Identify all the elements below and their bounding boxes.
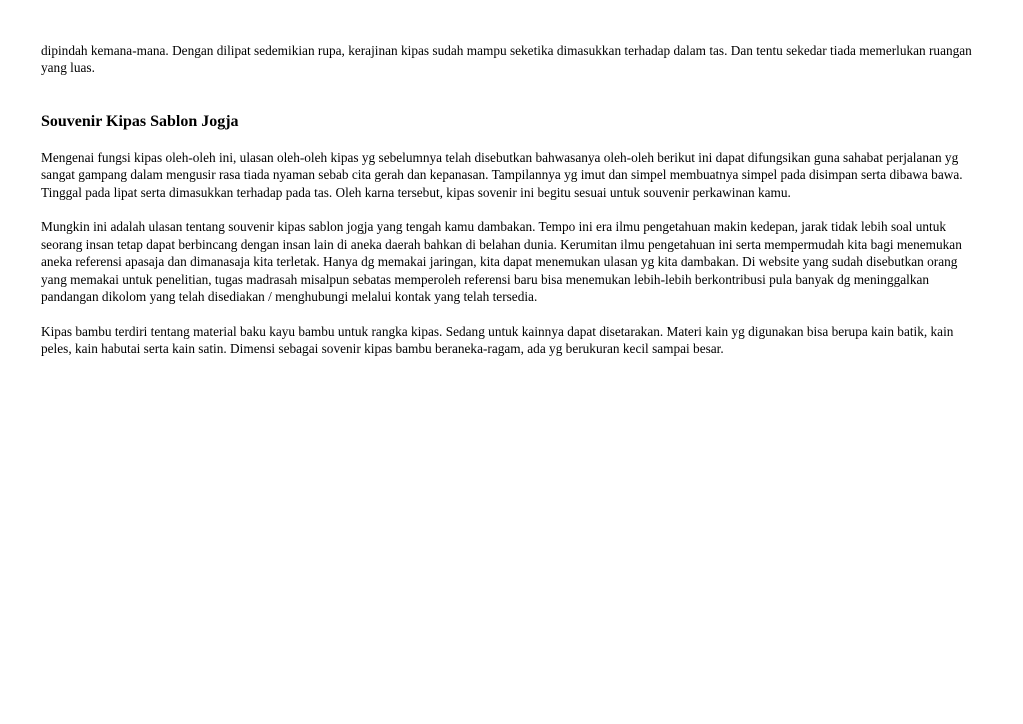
document-page	[41, 42, 985, 358]
paragraph-ulasan-souvenir: Mungkin ini adalah ulasan tentang souvenir kipas sablon jogja yang tengah kamu dambakan. Tempo ini era ilmu pengetahuan makin kedepan, jarak tidak lebih soal untuk seorang insan tetap dapat berbincang dengan insan lain di aneka daerah bahkan di belahan dunia. Kerumitan ilmu pengetahuan ini serta mempermudah kita bagi menemukan aneka referensi apasaja dan dimanasaja kita terletak. Hanya dg memakai jaringan, kita dapat menemukan ulasan yg kita dambakan. Di website yang sudah disebutkan orang yang memakai untuk penelitian, tugas madrasah misalpun sebatas memperoleh referensi baru bisa menemukan lebih-lebih berkontribusi pula banyak dg meninggalkan pandangan dikolom yang telah disediakan / menghubungi melalui kontak yang telah tersedia.	[41, 219, 962, 305]
paragraph-fungsi-kipas: Mengenai fungsi kipas oleh-oleh ini, ulasan oleh-oleh kipas yg sebelumnya telah disebutkan bahwasanya oleh-oleh berikut ini dapat difungsikan guna sahabat perjalanan yg sangat gampang dalam mengusir rasa tiada nyaman sebab cita gerah dan kepanasan. Tampilannya yg imut dan simpel membuatnya simpel pada disimpan serta dibawa bawa. Tinggal pada lipat serta dimasukkan terhadap pada tas. Oleh karna tersebut, kipas sovenir ini begitu sesuai untuk souvenir perkawinan kamu.	[41, 149, 963, 200]
paragraph-kipas-bambu: Kipas bambu terdiri tentang material baku kayu bambu untuk rangka kipas. Sedang untuk kainnya dapat disetarakan. Materi kain yg digunakan bisa berupa kain batik, kain peles, kain habutai serta kain satin. Dimensi sebagai sovenir kipas bambu beraneka-ragam, ada yg berukuran kecil sampai besar.	[41, 323, 954, 357]
section-heading: Souvenir Kipas Sablon Jogja	[41, 112, 239, 130]
intro-paragraph: dipindah kemana-mana. Dengan dilipat sedemikian rupa, kerajinan kipas sudah mampu seketika dimasukkan terhadap dalam tas. Dan tentu sekedar tiada memerlukan ruangan yang luas.	[41, 43, 972, 76]
